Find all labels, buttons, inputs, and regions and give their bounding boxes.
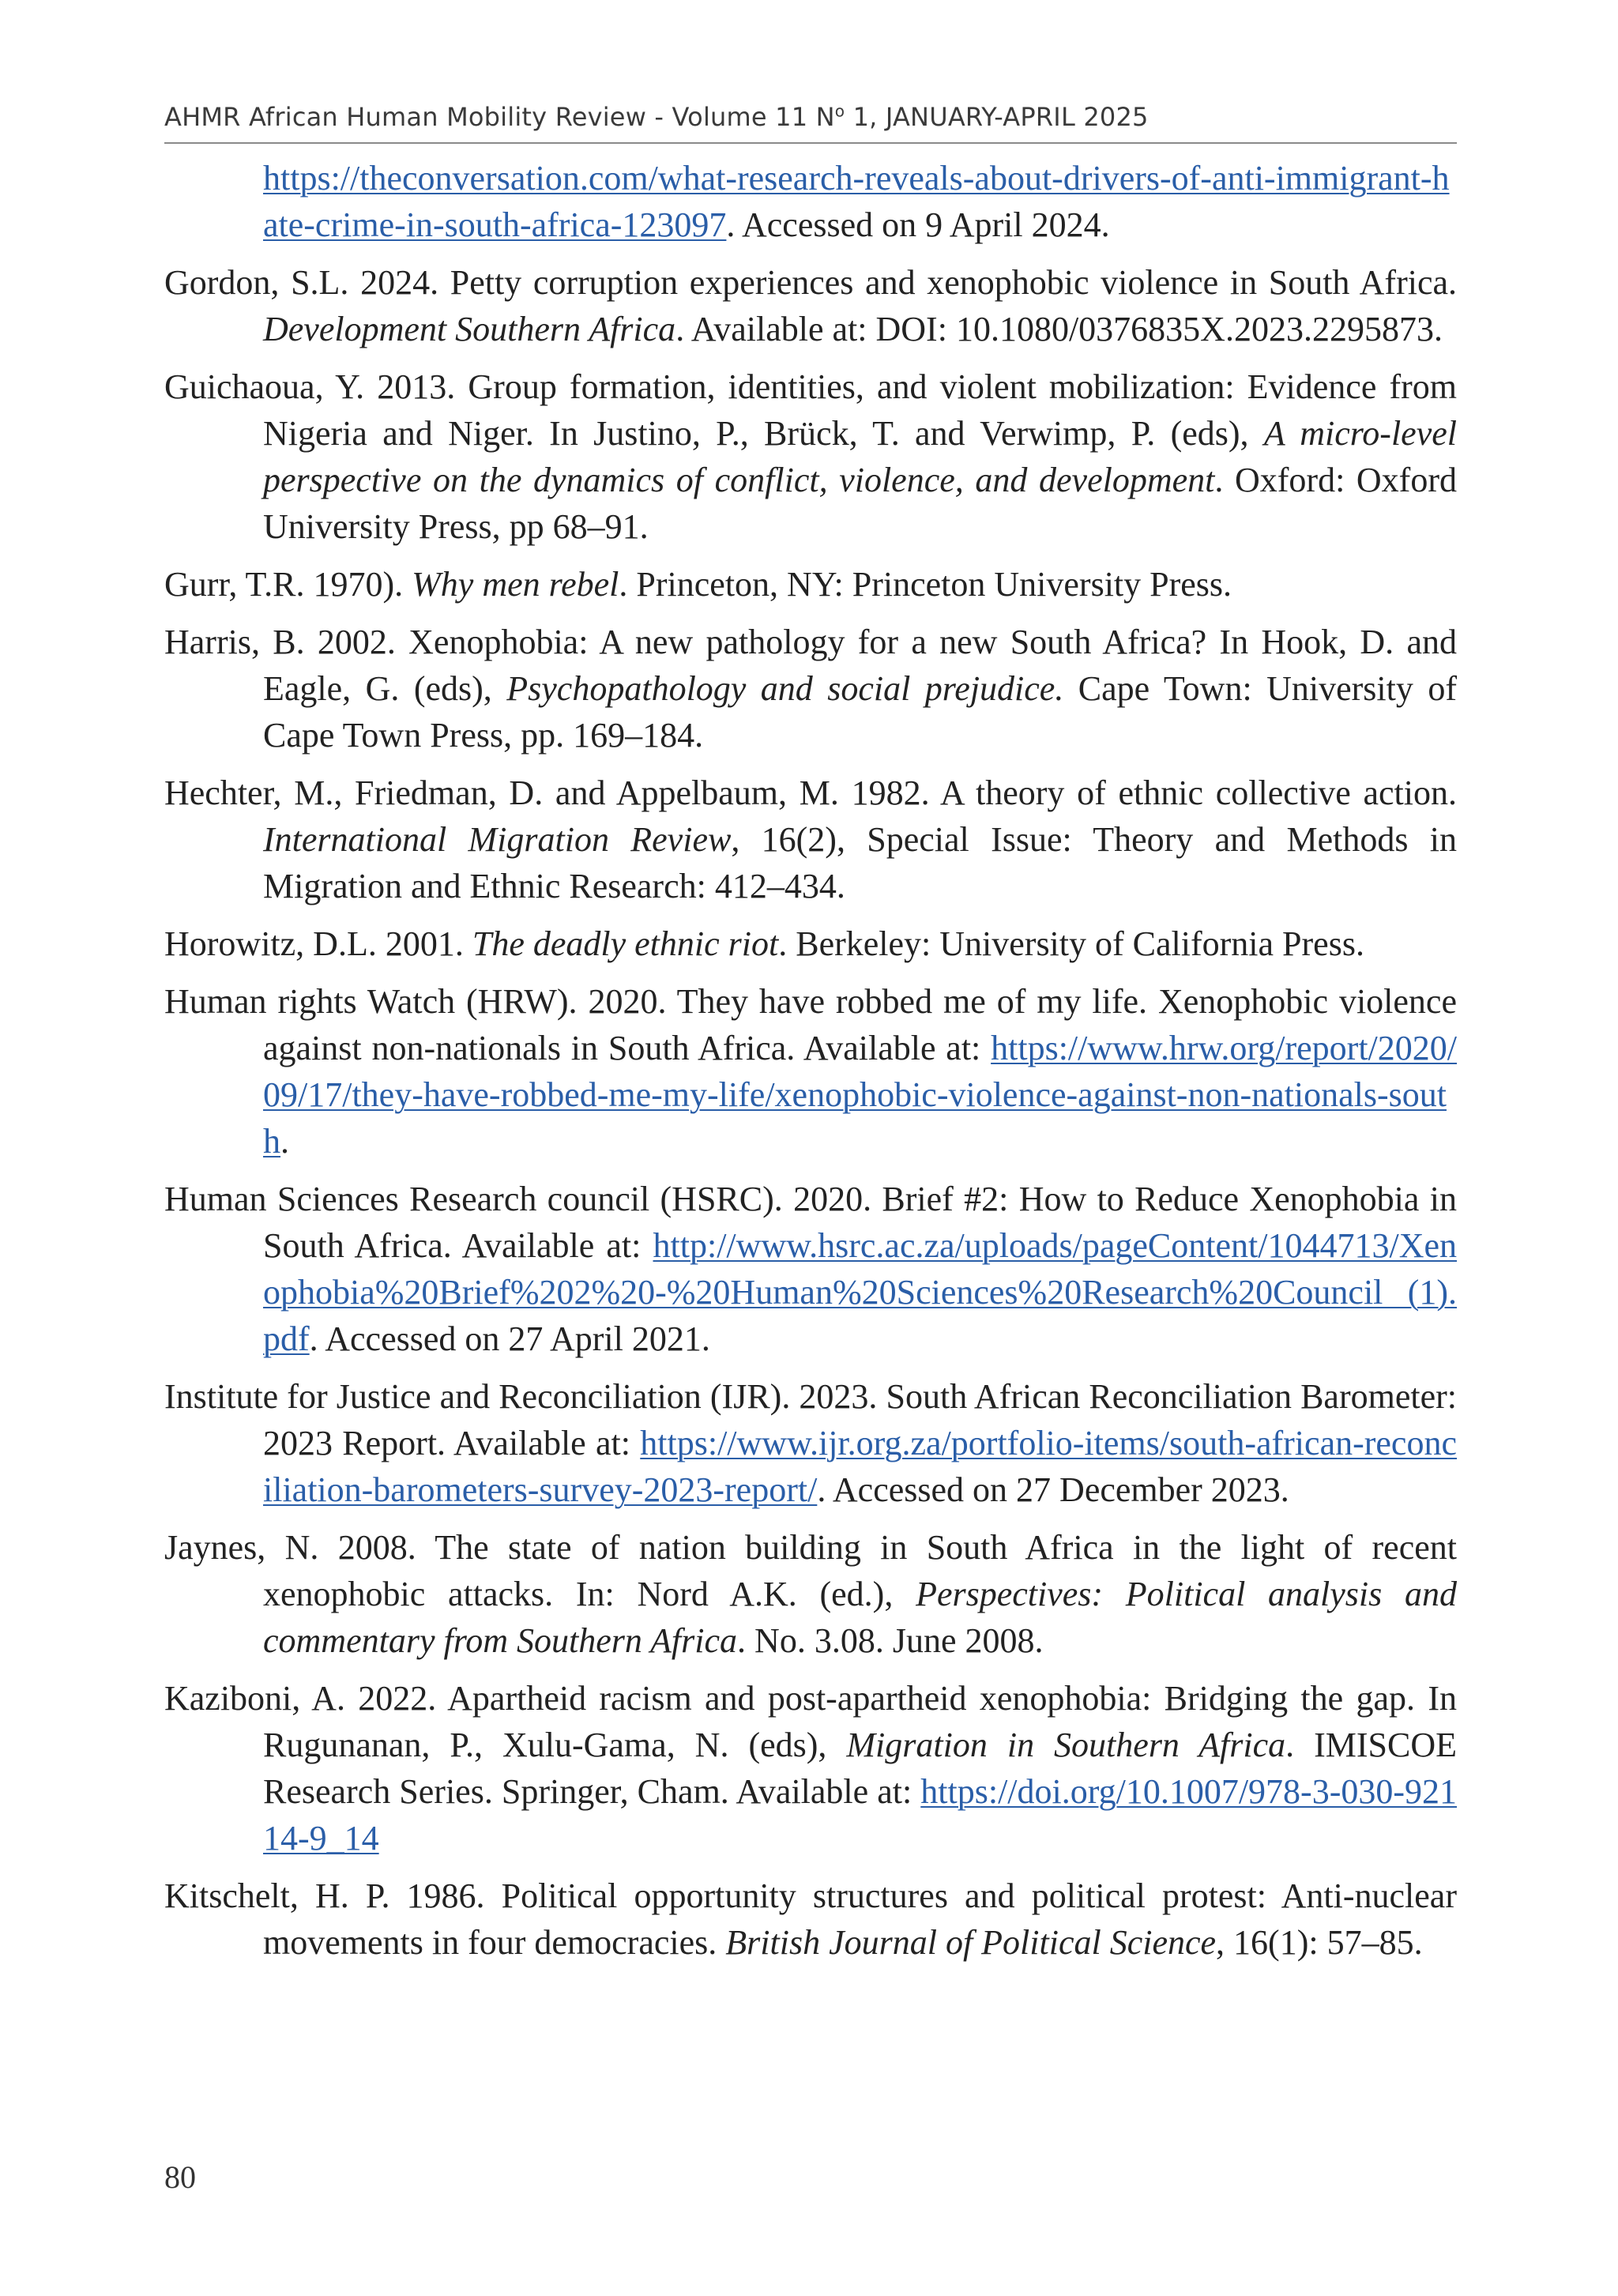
number-superscript: o: [834, 101, 845, 121]
reference-title: The deadly ethnic riot: [472, 924, 779, 963]
header-rule: [164, 142, 1457, 144]
reference-entry: Jaynes, N. 2008. The state of nation building in South Africa in the light of recent xenophobic attacks. In: Nord A.K. (ed.), Perspectives: Political analysis and commentary from Southern Africa. No. 3.08. June 2008.: [164, 1528, 1457, 1660]
reference-title: A micro-level perspective on the dynamics of conflict, violence, and development: [263, 414, 1457, 499]
reference-title: Why men rebel: [412, 565, 619, 604]
reference-entry: Kitschelt, H. P. 1986. Political opportunity structures and political protest: Anti-nuclear movements in four democracies. British Journal of Political Science, 16(1): 57–85.: [164, 1876, 1457, 1962]
reference-entry: Human rights Watch (HRW). 2020. They have robbed me of my life. Xenophobic violence against non-nationals in South Africa. Available at: https://www.hrw.org/report/2020/09/17/they-have-robbed-me-my-life/xenophobic-violence-against-non-nationals-south.: [164, 982, 1457, 1161]
issue-info: 1, JANUARY-APRIL 2025: [845, 102, 1149, 132]
reference-entry: Hechter, M., Friedman, D. and Appelbaum, M. 1982. A theory of ethnic collective action. International Migration Review, 16(2), Special Issue: Theory and Methods in Migration and Ethnic Research: 412–434.: [164, 773, 1457, 905]
reference-title: International Migration Review: [263, 820, 732, 859]
reference-entry: https://theconversation.com/what-research-reveals-about-drivers-of-anti-immigrant-hate-crime-in-south-africa-123097. Accessed on 9 April 2024.: [263, 159, 1450, 244]
running-header: [164, 98, 1457, 136]
reference-title: Development Southern Africa: [263, 310, 676, 348]
reference-list: [164, 155, 1457, 1977]
reference-link[interactable]: http://www.hsrc.ac.za/uploads/pageContent/1044713/Xenophobia%20Brief%202%20-%20Human%20Sciences%20Research%20Council (1).pdf: [263, 1226, 1457, 1358]
reference-entry: Institute for Justice and Reconciliation (IJR). 2023. South African Reconciliation Barometer: 2023 Report. Available at: https://www.ijr.org.za/portfolio-items/south-african-reconciliation-barometers-survey-2023-report/. Accessed on 27 December 2023.: [164, 1377, 1457, 1509]
reference-entry: Guichaoua, Y. 2013. Group formation, identities, and violent mobilization: Evidence from Nigeria and Niger. In Justino, P., Brück, T. and Verwimp, P. (eds), A micro-level perspective on the dynamics of conflict, violence, and development. Oxford: Oxford University Press, pp 68–91.: [164, 367, 1457, 546]
reference-entry: Harris, B. 2002. Xenophobia: A new pathology for a new South Africa? In Hook, D. and Eagle, G. (eds), Psychopathology and social prejudice. Cape Town: University of Cape Town Press, pp. 169–184.: [164, 623, 1457, 755]
reference-title: Psychopathology and social prejudice.: [506, 669, 1064, 708]
reference-entry: Gordon, S.L. 2024. Petty corruption experiences and xenophobic violence in South Africa. Development Southern Africa. Available at: DOI: 10.1080/0376835X.2023.2295873.: [164, 263, 1457, 348]
reference-link[interactable]: https://theconversation.com/what-research-reveals-about-drivers-of-anti-immigrant-hate-crime-in-south-africa-123097: [263, 159, 1450, 244]
page-number: 80: [164, 2159, 196, 2195]
journal-name: AHMR African Human Mobility Review - Volume 11 N: [164, 102, 835, 132]
reference-title: Migration in Southern Africa: [846, 1726, 1286, 1764]
reference-link[interactable]: https://www.hrw.org/report/2020/09/17/they-have-robbed-me-my-life/xenophobic-violence-against-non-nationals-south: [263, 1029, 1457, 1161]
reference-title: Perspectives: Political analysis and commentary from Southern Africa: [263, 1575, 1457, 1660]
reference-link[interactable]: https://doi.org/10.1007/978-3-030-92114-9_14: [263, 1772, 1457, 1858]
reference-entry: Gurr, T.R. 1970). Why men rebel. Princeton, NY: Princeton University Press.: [164, 565, 1232, 604]
reference-entry: Human Sciences Research council (HSRC). 2020. Brief #2: How to Reduce Xenophobia in South Africa. Available at: http://www.hsrc.ac.za/uploads/pageContent/1044713/Xenophobia%20Brief%202%20-%20Human%20Sciences%20Research%20Council (1).pdf. Accessed on 27 April 2021.: [164, 1180, 1457, 1358]
reference-title: British Journal of Political Science: [725, 1923, 1217, 1962]
reference-entry: Horowitz, D.L. 2001. The deadly ethnic riot. Berkeley: University of California Press.: [164, 924, 1364, 963]
reference-entry: Kaziboni, A. 2022. Apartheid racism and post-apartheid xenophobia: Bridging the gap. In Rugunanan, P., Xulu-Gama, N. (eds), Migration in Southern Africa. IMISCOE Research Series. Springer, Cham. Available at: https://doi.org/10.1007/978-3-030-92114-9_14: [164, 1679, 1457, 1858]
reference-link[interactable]: https://www.ijr.org.za/portfolio-items/south-african-reconciliation-barometers-survey-2023-report/: [263, 1424, 1457, 1509]
